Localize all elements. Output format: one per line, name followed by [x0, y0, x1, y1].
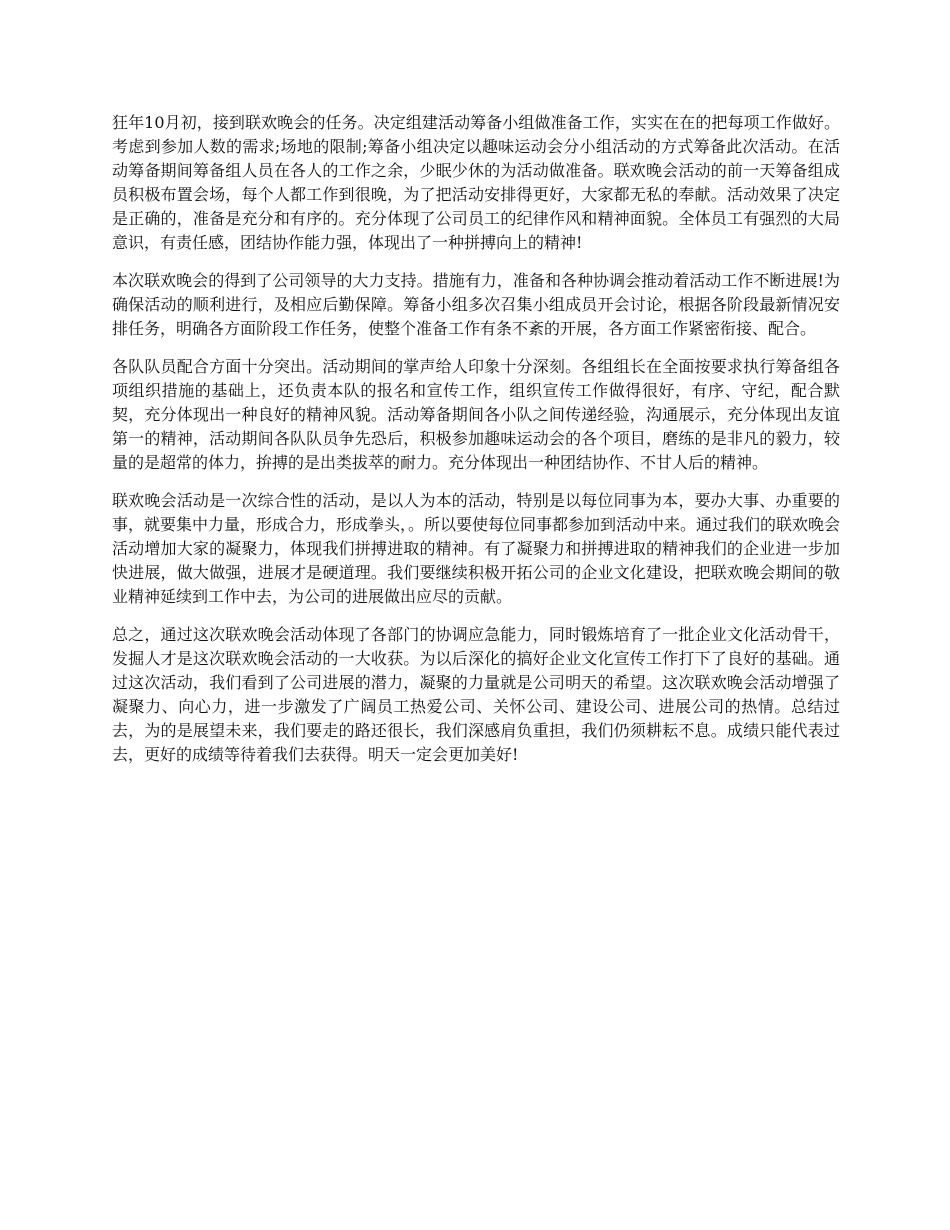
paragraph-4: 联欢晚会活动是一次综合性的活动，是以人为本的活动，特别是以每位同事为本，要办大事、办重要的事，就要集中力量，形成合力，形成拳头，。所以要使每位同事都参加到活动中来。通过我们的联欢晚会活动增加大家的凝聚力，体现我们拼搏进取的精神。有了凝聚力和拼搏进取的精神我们的企业进一步加快进展，做大做强，进展才是硬道理。我们要继续积极开拓公司的企业文化建设，把联欢晚会期间的敬业精神延续到工作中去，为公司的进展做出应尽的贡献。 — [112, 491, 841, 606]
document-body — [112, 111, 840, 781]
paragraph-3: 各队队员配合方面十分突出。活动期间的掌声给人印象十分深刻。各组组长在全面按要求执行筹备组各项组织措施的基础上，还负责本队的报名和宣传工作，组织宣传工作做得很好，有序、守纪，配合默契，充分体现出一种良好的精神风貌。活动筹备期间各小队之间传递经验，沟通展示，充分体现出友谊第一的精神，活动期间各队队员争先恐后，积极参加趣味运动会的各个项目，磨练的是非凡的毅力，较量的是超常的体力，拚搏的是出类拔萃的耐力。充分体现出一种团结协作、不甘人后的精神。 — [112, 357, 840, 472]
paragraph-2: 本次联欢晚会的得到了公司领导的大力支持。措施有力，准备和各种协调会推动着活动工作不断进展!为确保活动的顺利进行，及相应后勤保障。筹备小组多次召集小组成员开会讨论，根据各阶段最新情况安排任务，明确各方面阶段工作任务，使整个准备工作有条不紊的开展，各方面工作紧密衔接、配合。 — [112, 271, 840, 338]
paragraph-5: 总之，通过这次联欢晚会活动体现了各部门的协调应急能力，同时锻炼培育了一批企业文化活动骨干，发掘人才是这次联欢晚会活动的一大收获。为以后深化的搞好企业文化宣传工作打下了良好的基础。通过这次活动，我们看到了公司进展的潜力，凝聚的力量就是公司明天的希望。这次联欢晚会活动增强了凝聚力、向心力，进一步激发了广阔员工热爱公司、关怀公司、建设公司、进展公司的热情。总结过去，为的是展望未来，我们要走的路还很长，我们深感肩负重担，我们仍须耕耘不息。成绩只能代表过去，更好的成绩等待着我们去获得。明天一定会更加美好! — [112, 625, 840, 764]
paragraph-1: 狂年10月初，接到联欢晚会的任务。决定组建活动筹备小组做准备工作，实实在在的把每项工作做好。考虑到参加人数的需求;场地的限制;筹备小组决定以趣味运动会分小组活动的方式筹备此次活动。在活动筹备期间筹备组人员在各人的工作之余，少眠少休的为活动做准备。联欢晚会活动的前一天筹备组成员积极布置会场，每个人都工作到很晚，为了把活动安排得更好，大家都无私的奉献。活动效果了决定是正确的，准备是充分和有序的。充分体现了公司员工的纪律作风和精神面貌。全体员工有强烈的大局意识，有责任感，团结协作能力强，体现出了一种拼搏向上的精神! — [112, 113, 840, 252]
